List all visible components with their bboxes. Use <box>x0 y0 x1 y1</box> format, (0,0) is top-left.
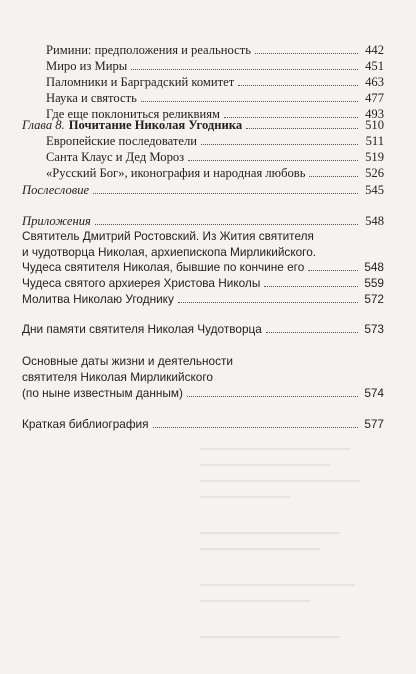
toc-entry[interactable] <box>22 416 384 432</box>
toc-entry[interactable] <box>46 90 384 106</box>
leader-dots <box>308 269 358 271</box>
entry-title: Чудеса святого архиерея Христова Николы <box>22 276 261 290</box>
toc-entry[interactable] <box>46 42 384 58</box>
entry-title: Где еще поклониться реликвиям <box>46 107 220 121</box>
leader-dots <box>266 331 358 333</box>
entry-title: Чудеса святителя Николая, бывшие по кончине его <box>22 260 305 274</box>
entry-page: 548 <box>364 260 384 274</box>
entry-page: 519 <box>365 150 384 164</box>
entry-page: 463 <box>365 75 384 89</box>
entry-page: 559 <box>364 276 384 290</box>
entry-title: Паломники и Барградский комитет <box>46 75 235 89</box>
leader-dots <box>93 192 358 194</box>
leader-dots <box>141 100 358 102</box>
dates-line: святителя Николая Мирликийского <box>22 370 213 384</box>
entry-title: Наука и святость <box>46 91 137 105</box>
entry-page: 526 <box>365 166 384 180</box>
entry-page: 548 <box>365 214 384 228</box>
appendix-item-line: и чудотворца Николая, архиепископа Мирликийского. <box>22 245 317 259</box>
entry-title: Европейские последователи <box>46 134 198 148</box>
appendix-heading[interactable] <box>22 213 384 229</box>
dates-line[interactable]: Основные даты жизни и деятельности <box>22 354 234 368</box>
entry-page: 442 <box>365 43 384 57</box>
toc-entry[interactable] <box>46 149 384 165</box>
chapter-label: Глава 8. <box>22 118 65 132</box>
chapter-heading[interactable] <box>22 117 384 133</box>
leader-dots <box>246 127 358 129</box>
entry-page: 577 <box>364 417 384 431</box>
entry-title: Молитва Николаю Угоднику <box>22 292 174 306</box>
toc-entry[interactable] <box>22 291 384 307</box>
toc-entry[interactable] <box>46 165 384 181</box>
leader-dots <box>187 395 358 397</box>
leader-dots <box>201 143 358 145</box>
toc-entry[interactable] <box>22 275 384 291</box>
entry-page: 545 <box>365 183 384 197</box>
leader-dots <box>188 159 358 161</box>
entry-page: 511 <box>365 134 384 148</box>
entry-title: Краткая библиография <box>22 417 149 431</box>
show-through <box>190 440 380 660</box>
leader-dots <box>238 84 358 86</box>
toc-entry[interactable] <box>22 385 384 401</box>
entry-page: 493 <box>365 107 384 121</box>
entry-title: Приложения <box>22 214 91 228</box>
toc-entry[interactable] <box>46 133 384 149</box>
entry-title: Дни памяти святителя Николая Чудотворца <box>22 322 262 336</box>
entry-page: 451 <box>365 59 384 73</box>
entry-title: Миро из Миры <box>46 59 128 73</box>
toc-entry[interactable] <box>46 58 384 74</box>
entry-page: 572 <box>364 292 384 306</box>
appendix-item-line[interactable]: Святитель Дмитрий Ростовский. Из Жития святителя <box>22 229 314 243</box>
leader-dots <box>153 426 359 428</box>
leader-dots <box>95 223 358 225</box>
toc-entry[interactable] <box>46 74 384 90</box>
entry-title: Послесловие <box>22 183 90 197</box>
entry-title: (по ныне известным данным) <box>22 386 183 400</box>
leader-dots <box>264 285 358 287</box>
leader-dots <box>255 52 358 54</box>
toc-entry[interactable] <box>22 321 384 337</box>
entry-title: «Русский Бог», иконография и народная любовь <box>46 166 306 180</box>
chapter-title: Почитание Николая Угодника <box>68 118 243 132</box>
entry-page: 573 <box>364 322 384 336</box>
entry-page: 477 <box>365 91 384 105</box>
entry-page: 510 <box>365 118 384 132</box>
leader-dots <box>309 175 358 177</box>
leader-dots <box>178 301 358 303</box>
toc-entry[interactable] <box>22 259 384 275</box>
entry-title: Санта Клаус и Дед Мороз <box>46 150 185 164</box>
leader-dots <box>131 68 358 70</box>
entry-title: Римини: предположения и реальность <box>46 43 251 57</box>
afterword-entry[interactable] <box>22 182 384 198</box>
entry-page: 574 <box>364 386 384 400</box>
